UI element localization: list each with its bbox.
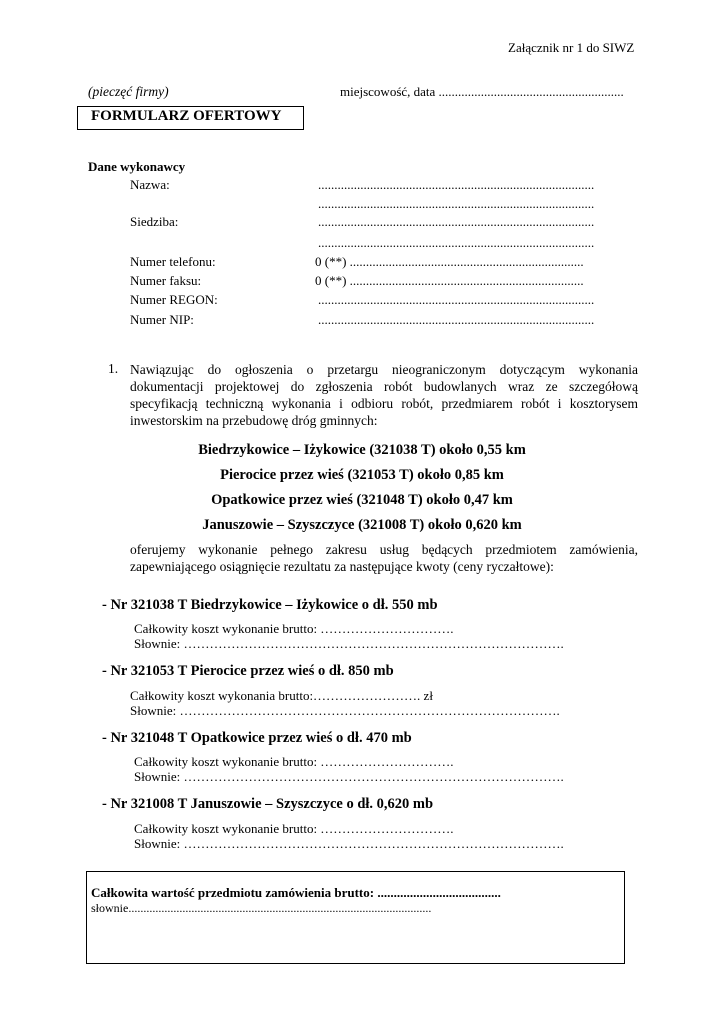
contractor-field-label: Nazwa:	[130, 177, 170, 192]
contractor-field-label: Numer NIP:	[130, 312, 194, 327]
words-field[interactable]: Słownie: …………………………………………………………………………….	[134, 769, 564, 784]
offer-text: oferujemy wykonanie pełnego zakresu usług będących przedmiotem zamówienia, zapewniającego osiągnięcie rezultatu za następujące kwoty (ceny ryczałtowe):	[130, 542, 638, 574]
cost-field[interactable]: Całkowity koszt wykonania brutto:……………………. zł	[130, 688, 433, 703]
fax-field[interactable]: 0 (**) ........................................................................	[315, 273, 584, 288]
words-field[interactable]: Słownie: …………………………………………………………………………….	[134, 836, 564, 851]
contractor-field-label: Numer REGON:	[130, 292, 218, 307]
regon-field[interactable]: .....................................................................................	[318, 292, 595, 307]
road-1: Biedrzykowice – Iżykowice (321038 T) około 0,55 km	[198, 442, 526, 458]
contractor-field-label: Numer telefonu:	[130, 254, 216, 269]
company-stamp-label: (pieczęć firmy)	[88, 84, 169, 99]
contractor-field-label: Siedziba:	[130, 214, 179, 229]
road-2: Pierocice przez wieś (321053 T) około 0,85 km	[220, 467, 504, 483]
section-title: - Nr 321053 T Pierocice przez wieś o dł. 850 mb	[102, 663, 394, 679]
place-date-field[interactable]: miejscowość, data .........................................................	[340, 84, 624, 99]
point-number: 1.	[108, 361, 119, 376]
name-field-line2[interactable]: .....................................................................................	[318, 196, 595, 211]
section-title: - Nr 321048 T Opatkowice przez wieś o dł. 470 mb	[102, 730, 412, 746]
road-3: Opatkowice przez wieś (321048 T) około 0,47 km	[211, 492, 513, 508]
words-field[interactable]: Słownie: …………………………………………………………………………….	[134, 636, 564, 651]
total-words-field[interactable]: słownie.....................................................................................................	[91, 901, 432, 915]
section-title: - Nr 321008 T Januszowie – Szyszczyce o dł. 0,620 mb	[102, 796, 434, 812]
road-4: Januszowie – Szyszczyce (321008 T) około 0,620 km	[202, 517, 522, 533]
address-field[interactable]: .....................................................................................	[318, 214, 595, 229]
form-title: FORMULARZ OFERTOWY	[91, 108, 282, 124]
attachment-label: Załącznik nr 1 do SIWZ	[508, 40, 635, 55]
cost-field[interactable]: Całkowity koszt wykonanie brutto: ………………………….	[134, 821, 454, 836]
cost-field[interactable]: Całkowity koszt wykonanie brutto: ………………………….	[134, 754, 454, 769]
phone-field[interactable]: 0 (**) ........................................................................	[315, 254, 584, 269]
section-title: - Nr 321038 T Biedrzykowice – Iżykowice o dł. 550 mb	[102, 597, 438, 613]
name-field[interactable]: .....................................................................................	[318, 177, 595, 192]
cost-field[interactable]: Całkowity koszt wykonanie brutto: ………………………….	[134, 621, 454, 636]
contractor-heading: Dane wykonawcy	[88, 159, 186, 174]
nip-field[interactable]: .....................................................................................	[318, 312, 595, 327]
form-title-box	[77, 106, 304, 130]
total-box	[86, 871, 625, 964]
address-field-line2[interactable]: .....................................................................................	[318, 235, 595, 250]
contractor-field-label: Numer faksu:	[130, 273, 202, 288]
total-value-field[interactable]: Całkowita wartość przedmiotu zamówienia brutto: ......................................	[91, 885, 501, 900]
words-field[interactable]: Słownie: …………………………………………………………………………….	[130, 703, 560, 718]
point-1-text: Nawiązując do ogłoszenia o przetargu nieograniczonym dotyczącym wykonania dokumentacji projektowej do zgłoszenia robót budowlanych wraz ze szczegółową specyfikacją techniczną wykonania i odbioru robót, przedmiarem robót i kosztorysem inwestorskim na przebudowę dróg gminnych:	[130, 362, 638, 428]
